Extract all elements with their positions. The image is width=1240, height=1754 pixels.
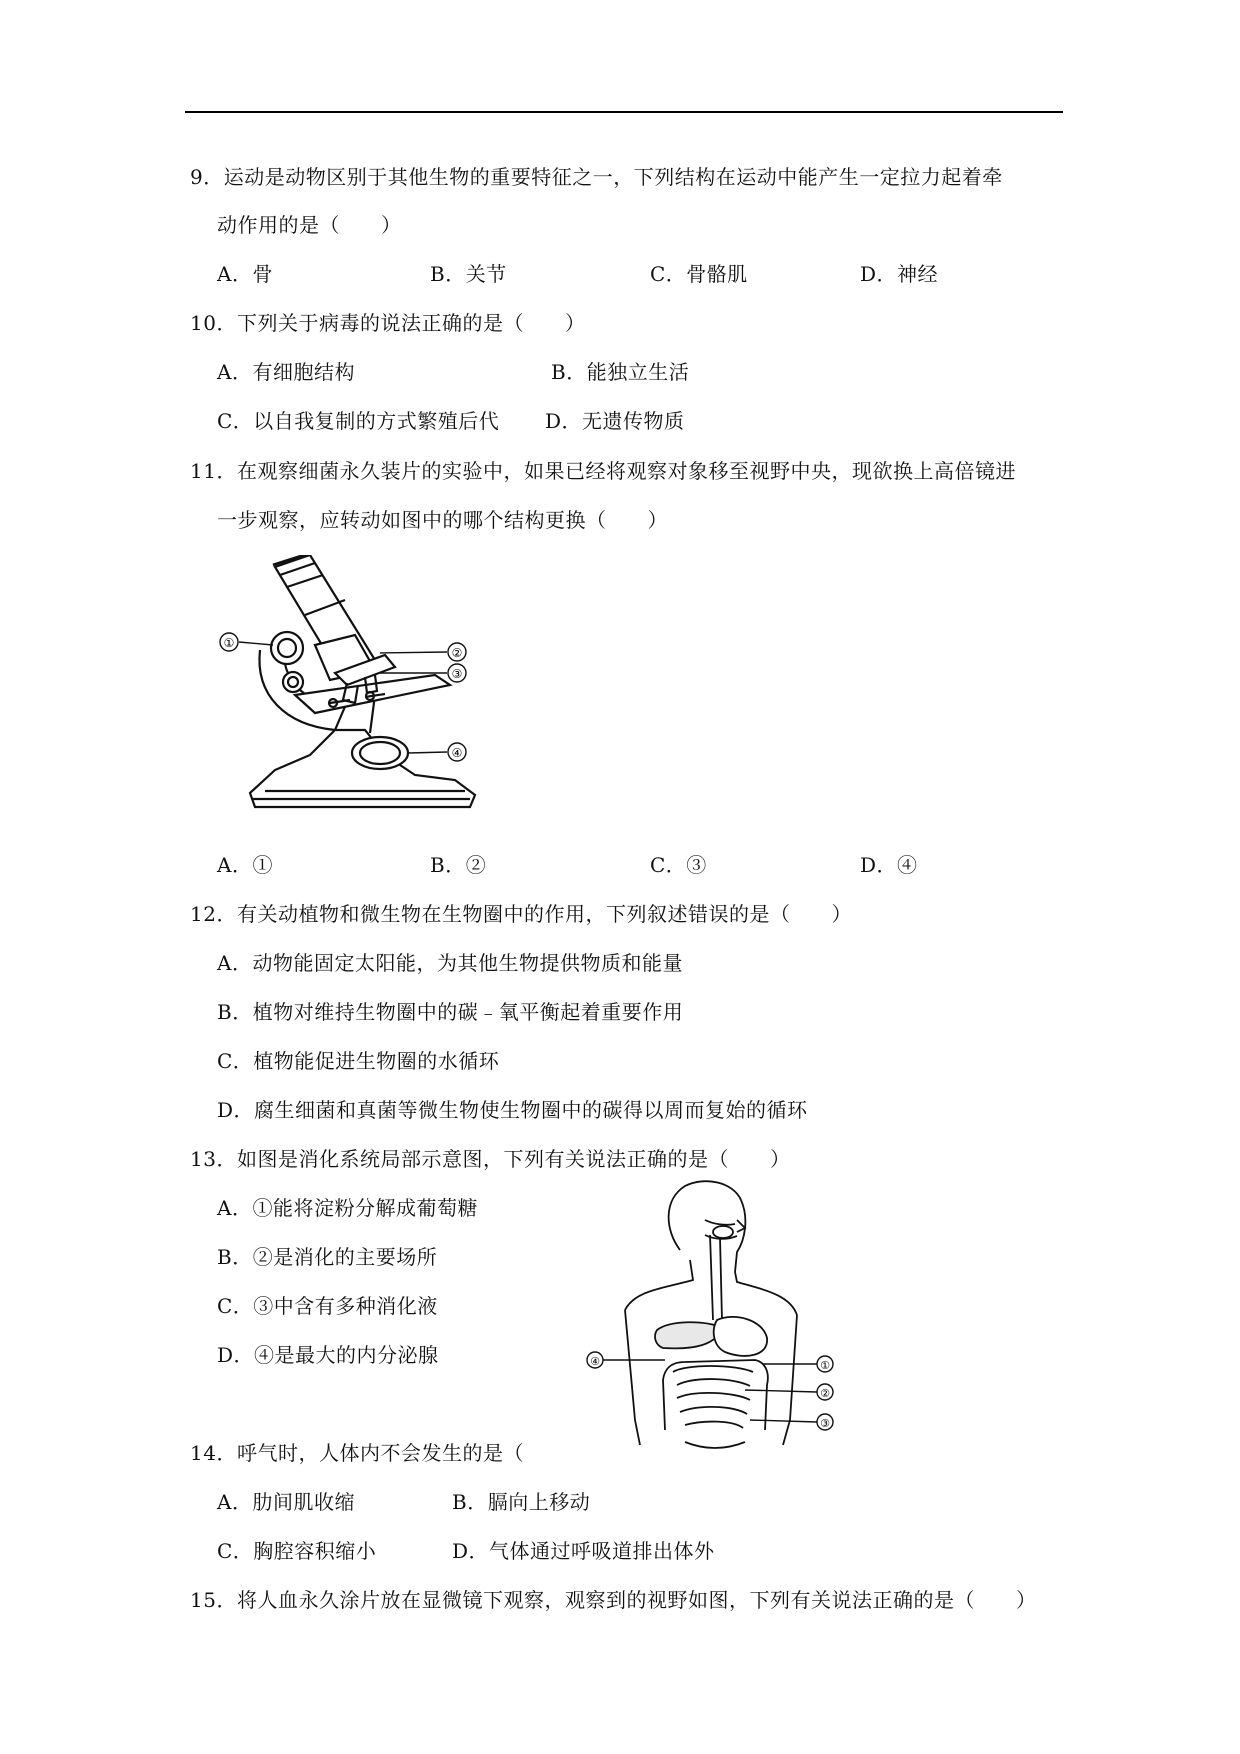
q12-option-a: A．动物能固定太阳能，为其他生物提供物质和能量 [217, 951, 683, 975]
q9-option-c: C．骨骼肌 [650, 262, 748, 286]
q13-option-d: D．④是最大的内分泌腺 [217, 1343, 439, 1367]
q10-option-c: C．以自我复制的方式繁殖后代 [217, 409, 500, 433]
microscope-label-2: ② [451, 646, 463, 660]
q9-option-d: D．神经 [860, 262, 939, 286]
q11-stem-line1: 11．在观察细菌永久装片的实验中，如果已经将观察对象移至视野中央，现欲换上高倍镜进 [190, 459, 1016, 483]
digestive-system-figure [585, 1180, 845, 1455]
q13-option-b: B．②是消化的主要场所 [217, 1245, 438, 1269]
q14-option-d: D．气体通过呼吸道排出体外 [452, 1539, 715, 1563]
q11-stem-line2: 一步观察，应转动如图中的哪个结构更换（ ） [217, 508, 668, 532]
q11-option-b: B．② [430, 853, 487, 877]
microscope-figure [215, 555, 505, 820]
q14-option-a: A．肋间肌收缩 [217, 1490, 355, 1514]
microscope-label-3: ③ [451, 667, 463, 681]
q10-option-b: B．能独立生活 [551, 360, 690, 384]
digestive-label-3: ③ [820, 1417, 830, 1430]
microscope-label-4: ④ [451, 746, 463, 760]
q9-stem-line2: 动作用的是（ ） [217, 213, 402, 237]
digestive-label-1: ① [820, 1359, 830, 1372]
digestive-label-2: ② [820, 1387, 830, 1400]
q13-option-a: A．①能将淀粉分解成葡萄糖 [217, 1196, 478, 1220]
q12-option-d: D．腐生细菌和真菌等微生物使生物圈中的碳得以周而复始的循环 [217, 1098, 808, 1122]
q10-option-d: D．无遗传物质 [545, 409, 685, 433]
q11-option-a: A．① [217, 853, 273, 877]
q9-stem-line1: 9．运动是动物区别于其他生物的重要特征之一，下列结构在运动中能产生一定拉力起着牵 [190, 165, 1003, 189]
q15-stem: 15．将人血永久涂片放在显微镜下观察，观察到的视野如图，下列有关说法正确的是（ ） [190, 1588, 1037, 1612]
q14-option-c: C．胸腔容积缩小 [217, 1539, 377, 1563]
q13-stem: 13．如图是消化系统局部示意图，下列有关说法正确的是（ ） [190, 1147, 791, 1171]
q11-option-c: C．③ [650, 853, 707, 877]
q14-option-b: B．膈向上移动 [452, 1490, 591, 1514]
q12-option-b: B．植物对维持生物圈中的碳﹣氧平衡起着重要作用 [217, 1000, 684, 1024]
q13-option-c: C．③中含有多种消化液 [217, 1294, 438, 1318]
digestive-label-4: ④ [590, 1355, 600, 1368]
q10-stem: 10．下列关于病毒的说法正确的是（ ） [190, 311, 586, 335]
q9-option-a: A．骨 [217, 262, 273, 286]
q14-stem: 14．呼气时，人体内不会发生的是（ [190, 1441, 524, 1465]
q12-option-c: C．植物能促进生物圈的水循环 [217, 1049, 500, 1073]
header-rule [185, 111, 1063, 113]
microscope-label-1: ① [223, 636, 235, 650]
q10-option-a: A．有细胞结构 [217, 360, 355, 384]
q9-option-b: B．关节 [430, 262, 507, 286]
q12-stem: 12．有关动植物和微生物在生物圈中的作用，下列叙述错误的是（ ） [190, 902, 852, 926]
q11-option-d: D．④ [860, 853, 918, 877]
